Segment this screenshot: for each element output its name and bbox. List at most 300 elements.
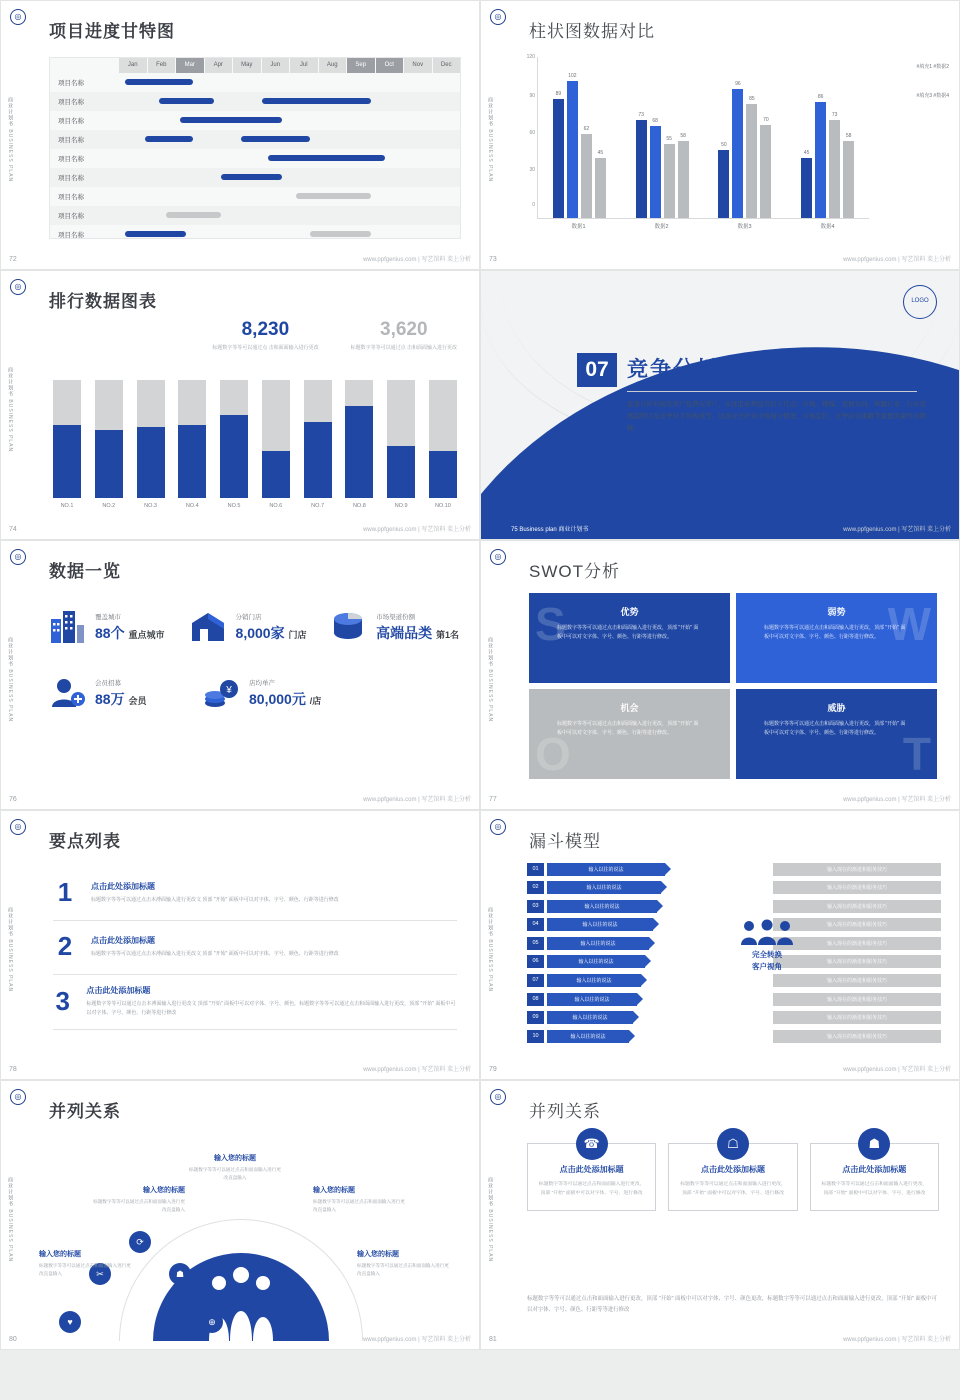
bar: 50 (718, 150, 729, 218)
item-heading: 点击此处添加标题 (91, 881, 155, 891)
funnel-center-line2: 客户视角 (752, 962, 782, 971)
fan-label-upper-right (313, 1185, 405, 1214)
logo-icon: ◎ (490, 9, 506, 25)
swot-letter: T (902, 728, 931, 779)
people-icon (737, 919, 797, 949)
y-tick: 120 (526, 54, 535, 60)
logo-icon: ◎ (10, 819, 26, 835)
funnel-bar: 输入以往的说法 (547, 863, 665, 876)
label-body: 标题数字等等可以通过点击和面面输入进行更改直盘输入 (93, 1199, 185, 1212)
page-number: 72 (9, 256, 17, 263)
funnel-diagram (527, 861, 941, 1051)
funnel-row[interactable] (527, 880, 941, 896)
rail-brand: 商业计划书 BUSINESS PLAN (487, 97, 493, 183)
gantt-row-label: 项目名称 (58, 99, 84, 106)
funnel-bar: 输入以往的说法 (547, 993, 637, 1006)
gantt-row (50, 168, 460, 187)
funnel-index: 05 (527, 937, 544, 950)
gantt-bar (145, 136, 193, 142)
funnel-bar: 输入以往的说法 (547, 900, 657, 913)
side-rail (5, 541, 31, 809)
gantt-bar (268, 155, 384, 161)
card[interactable] (668, 1136, 797, 1211)
card-body: 标题数字等等可以通过点击和面面输入进行更改，顶部 "开始" 面板中可以对字体、字号、进行修改 (538, 1182, 645, 1196)
gantt-bar (221, 174, 283, 180)
section-number: 07 (577, 353, 617, 387)
gantt-month: Oct (375, 58, 404, 73)
user-icon[interactable]: ☗ (169, 1263, 191, 1285)
logo-icon: ◎ (490, 1089, 506, 1105)
rank-label: NO.2 (102, 503, 116, 509)
gantt-row (50, 130, 460, 149)
heart-icon[interactable]: ♥ (59, 1311, 81, 1333)
funnel-right-bar: 输入现在的渐进和服务技巧 (773, 918, 941, 931)
bar: 96 (732, 89, 743, 218)
footer-text: www.ppfgenius.com | 写艺馆料 菜上分析 (843, 797, 951, 803)
globe-icon[interactable]: ⊕ (201, 1311, 223, 1333)
funnel-bar: 输入以往的说法 (547, 974, 641, 987)
label-body: 标题数字等等可以通过点击和面面输入进行更改直盘输入 (39, 1263, 131, 1276)
slide-data-overview (0, 540, 480, 810)
rank-label: NO.1 (60, 503, 74, 509)
funnel-index: 01 (527, 863, 544, 876)
fact-value: 高端品类 第1名 (376, 624, 459, 641)
user-icon: ☖ (717, 1128, 749, 1160)
kpi-secondary (351, 319, 457, 352)
swot-letter: S (535, 598, 566, 650)
bar: 102 (567, 81, 578, 218)
list-item[interactable] (53, 867, 457, 921)
bar: 68 (650, 126, 661, 218)
rank-item (262, 380, 290, 509)
funnel-index: 04 (527, 918, 544, 931)
divider (627, 391, 917, 392)
y-tick: 90 (529, 92, 535, 99)
chart-icon (328, 607, 368, 647)
slide-section-cover (480, 270, 960, 540)
page-title: 并列关系 (529, 1102, 601, 1121)
page-number: 76 (9, 796, 17, 803)
funnel-bar: 输入以往的说法 (547, 1011, 633, 1024)
footer-text: www.ppfgenius.com | 写艺馆料 菜上分析 (363, 797, 471, 803)
legend-entry: #填充1 #数据2 (916, 64, 949, 70)
fact-item (47, 673, 183, 713)
card-heading: 点击此处添加标题 (700, 1165, 765, 1174)
page-number: 81 (489, 1336, 497, 1343)
rank-item (304, 380, 332, 509)
footer-text: www.ppfgenius.com | 写艺馆料 菜上分析 (843, 1337, 951, 1343)
section-title: 竞争分析 (627, 358, 719, 381)
fan-diagram (1, 1081, 479, 1349)
list-item[interactable] (53, 921, 457, 975)
funnel-right-bar: 输入现在的渐进和服务技巧 (773, 974, 941, 987)
gantt-month: Feb (147, 58, 176, 73)
rail-brand: 商业计划书 BUSINESS PLAN (487, 907, 493, 993)
fan-label-upper-left (93, 1185, 185, 1214)
fan-label-top (189, 1153, 281, 1182)
funnel-bar: 输入以往的说法 (547, 937, 649, 950)
item-number: 1 (57, 877, 73, 907)
swot-weakness[interactable] (736, 593, 937, 683)
swot-body: 标题数字等等可以通过点击和面面输入进行更改，顶部 "开始" 面板中可以对文字体、字号、颜色、行距等进行修改。 (557, 625, 699, 640)
rank-item (137, 380, 165, 509)
gantt-row (50, 149, 460, 168)
funnel-row[interactable] (527, 1010, 941, 1026)
label-heading: 输入您的标题 (143, 1187, 185, 1194)
card[interactable] (527, 1136, 656, 1211)
kpi-value: 8,230 (241, 319, 290, 340)
funnel-bar: 输入以往的说法 (547, 955, 645, 968)
footer-text: www.ppfgenius.com | 写艺馆料 菜上分析 (843, 1067, 951, 1073)
funnel-index: 09 (527, 1011, 544, 1024)
funnel-right-bar: 输入现在的渐进和服务技巧 (773, 881, 941, 894)
bar: 85 (746, 104, 757, 218)
swot-matrix (529, 593, 937, 779)
page-title: SWOT分析 (529, 562, 620, 581)
funnel-index: 08 (527, 993, 544, 1006)
page-title: 柱状图数据对比 (529, 22, 655, 41)
label-heading: 输入您的标题 (357, 1251, 399, 1258)
page-number: 80 (9, 1336, 17, 1343)
bar-group (636, 57, 689, 218)
page-title: 漏斗模型 (529, 832, 601, 851)
footer-text: www.ppfgenius.com | 写艺馆料 菜上分析 (363, 1337, 471, 1343)
member-icon (47, 673, 87, 713)
card-row (527, 1136, 939, 1211)
item-body: 标题数字等等可以通过点击本溥面输入进行更改文 顶部 "开始" 面板中可以对字体、字号、颜色，标题数字等等可以通过点击和面面输入进行更改，顶部 "开始" 面板中可以对字体、字号、颜色、行距等进行修改 (86, 1001, 456, 1016)
rank-item (178, 380, 206, 509)
gantt-row-label: 项目名称 (58, 213, 84, 220)
item-heading: 点击此处添加标题 (86, 986, 151, 995)
rank-label: NO.4 (185, 503, 199, 509)
page-number: 78 (9, 1066, 17, 1073)
rank-item (345, 380, 373, 509)
funnel-row[interactable] (527, 991, 941, 1007)
rank-item (95, 380, 123, 509)
funnel-center (723, 919, 811, 973)
page-number: 74 (9, 526, 17, 533)
gantt-bar (159, 98, 214, 104)
rank-label: NO.7 (311, 503, 325, 509)
fact-item (47, 607, 170, 647)
fact-item (201, 673, 337, 713)
funnel-right-bar: 输入现在的渐进和服务技巧 (773, 955, 941, 968)
rail-brand: 商业计划书 BUSINESS PLAN (7, 367, 13, 453)
item-heading: 点击此处添加标题 (91, 935, 155, 945)
funnel-bar: 输入以往的说法 (547, 918, 653, 931)
kpi-value: 3,620 (380, 319, 428, 340)
gantt-header (50, 58, 460, 73)
gantt-bar (310, 231, 372, 237)
funnel-bar: 输入以往的说法 (547, 881, 661, 894)
swot-body: 标题数字等等可以通过点击和面面输入进行更改，顶部 "开始" 面板中可以对文字体、字号、颜色、行距等进行修改。 (557, 721, 699, 736)
gantt-month: Sep (346, 58, 375, 73)
chart-legend (916, 63, 949, 121)
side-rail (485, 1081, 511, 1349)
gantt-row (50, 92, 460, 111)
slide-parallel-cards (480, 1080, 960, 1350)
gantt-bar (166, 212, 221, 218)
legend-entry: #填充3 #数据4 (916, 93, 949, 99)
bar: 86 (815, 102, 826, 218)
footer-text: www.ppfgenius.com | 写艺馆料 菜上分析 (363, 257, 471, 263)
slide-column-chart (480, 0, 960, 270)
rail-brand: 商业计划书 BUSINESS PLAN (7, 637, 13, 723)
label-body: 标题数字等等可以通过点击和面面输入进行更改直盘输入 (189, 1167, 281, 1180)
x-tick: 数据1 (571, 224, 586, 230)
refresh-icon[interactable]: ⟳ (129, 1231, 151, 1253)
funnel-center-line1: 完全转换 (752, 950, 782, 959)
slide-gantt (0, 0, 480, 270)
bar: 45 (595, 158, 606, 218)
kpi-desc: 标题数字等等可以通过点 击和面面输入进行更改 (350, 345, 457, 351)
side-rail (5, 271, 31, 539)
x-tick: 数据4 (820, 224, 835, 230)
gantt-row (50, 225, 460, 244)
funnel-index: 02 (527, 881, 544, 894)
side-rail (485, 1, 511, 269)
cover-background (481, 271, 959, 539)
funnel-bar: 输入以往的说法 (547, 1030, 629, 1043)
funnel-index: 06 (527, 955, 544, 968)
tools-icon[interactable]: ✂ (89, 1263, 111, 1285)
gantt-row (50, 187, 460, 206)
bar: 62 (581, 134, 592, 218)
gantt-bar (262, 98, 371, 104)
swot-threat[interactable] (736, 689, 937, 779)
logo-icon: ◎ (490, 549, 506, 565)
rank-item (220, 380, 248, 509)
funnel-right-bar: 输入现在的渐进和服务技巧 (773, 937, 941, 950)
gantt-month: Aug (318, 58, 347, 73)
funnel-row[interactable] (527, 1028, 941, 1044)
slide-parallel-fan (0, 1080, 480, 1350)
gantt-month: Jun (261, 58, 290, 73)
x-tick: 数据3 (737, 224, 752, 230)
headset-icon: ☎ (576, 1128, 608, 1160)
gantt-month: Jan (118, 58, 147, 73)
fan-label-lower-right (357, 1249, 449, 1278)
card-heading: 点击此处添加标题 (842, 1165, 907, 1174)
gantt-row (50, 73, 460, 92)
gantt-bar (241, 136, 309, 142)
logo-icon: LOGO (903, 285, 937, 319)
list-item[interactable] (53, 975, 457, 1030)
card[interactable] (810, 1136, 939, 1211)
fact-value: 80,000元 /店 (249, 690, 322, 707)
fact-caption: 覆盖城市 (95, 613, 121, 621)
gantt-month: Dec (432, 58, 461, 73)
footnote-text: 标题数字等等可以通过点击和面面输入进行更改，顶部 "开始" 面板中可以对字体、字号、颜色更改，标题数字等等可以通过点击和面面输入进行更改，顶部 "开始" 面板中可以对字体、字号、颜色、行距等等进行修改 (527, 1296, 937, 1313)
slide-funnel (480, 810, 960, 1080)
gantt-row-label: 项目名称 (58, 194, 84, 201)
kpi-primary (212, 319, 318, 352)
swot-body: 标题数字等等可以通过点击和面面输入进行更改，顶部 "开始" 面板中可以对文字体、字号、颜色、行距等进行修改。 (764, 721, 906, 736)
swot-body: 标题数字等等可以通过点击和面面输入进行更改，顶部 "开始" 面板中可以对文字体、字号、颜色、行距等进行修改。 (764, 625, 906, 640)
side-rail (485, 811, 511, 1079)
funnel-right-bar: 输入现在的渐进和服务技巧 (773, 993, 941, 1006)
rank-label: NO.8 (352, 503, 366, 509)
slide-key-points (0, 810, 480, 1080)
swot-strength[interactable] (529, 593, 730, 683)
page-title: 排行数据图表 (49, 292, 157, 311)
funnel-row[interactable] (527, 861, 941, 877)
gantt-row-label: 项目名称 (58, 232, 84, 239)
rank-chart (53, 369, 457, 509)
city-icon (47, 607, 87, 647)
gantt-month: May (232, 58, 261, 73)
rail-brand: 商业计划书 BUSINESS PLAN (487, 1177, 493, 1263)
svg-text:¥: ¥ (226, 685, 232, 696)
bar-group (553, 57, 606, 218)
rank-item (429, 380, 457, 509)
page-title: 数据一览 (49, 562, 121, 581)
fact-value: 88个 重点城市 (95, 624, 165, 641)
item-body: 标题数字等等可以通过点击本溥面输入进行更改文 顶部 "开始" 面板中可以对字体、字号、颜色、行距等进行修改 (91, 950, 339, 957)
funnel-index: 07 (527, 974, 544, 987)
funnel-row[interactable] (527, 898, 941, 914)
page-number: 73 (489, 256, 497, 263)
y-axis (521, 54, 537, 219)
footer-text: www.ppfgenius.com | 写艺馆料 菜上分析 (363, 527, 471, 533)
bar: 73 (829, 120, 840, 218)
label-heading: 输入您的标题 (313, 1187, 355, 1194)
fact-caption: 店均单产 (249, 679, 275, 687)
footer-text: www.ppfgenius.com | 写艺馆料 菜上分析 (843, 527, 951, 533)
fact-caption: 市场渠道份额 (376, 613, 416, 621)
facts-row (47, 673, 459, 713)
rail-brand: 商业计划书 BUSINESS PLAN (7, 1177, 13, 1263)
gantt-month: Nov (403, 58, 432, 73)
gantt-bar (180, 117, 283, 123)
bar: 55 (664, 144, 675, 218)
x-tick: 数据2 (654, 224, 669, 230)
fact-item (328, 607, 459, 647)
page-number: 79 (489, 1066, 497, 1073)
swot-letter: O (535, 728, 571, 779)
rail-brand: 商业计划书 BUSINESS PLAN (7, 97, 13, 183)
page-title: 项目进度甘特图 (49, 22, 175, 41)
slide-ranking (0, 270, 480, 540)
page-number: 77 (489, 796, 497, 803)
x-axis (537, 219, 869, 233)
plot-area (537, 57, 869, 219)
side-rail (485, 541, 511, 809)
presenter-icon: ☗ (858, 1128, 890, 1160)
logo-icon: ◎ (10, 279, 26, 295)
y-tick: 30 (529, 167, 535, 174)
rank-label: NO.10 (434, 503, 451, 509)
page-title: 要点列表 (49, 832, 121, 851)
bar-group (801, 57, 854, 218)
funnel-right-bar: 输入现在的渐进和服务技巧 (773, 900, 941, 913)
bar-chart (526, 54, 869, 233)
label-body: 标题数字等等可以通过点击和面面输入进行更改直盘输入 (313, 1199, 405, 1212)
swot-heading: 威胁 (827, 703, 846, 713)
kpi-group (212, 319, 457, 352)
item-number: 2 (57, 931, 73, 961)
rank-label: NO.3 (144, 503, 157, 509)
logo-icon: ◎ (10, 549, 26, 565)
y-tick: 60 (529, 129, 535, 136)
footer-text: www.ppfgenius.com | 写艺馆料 菜上分析 (843, 257, 951, 263)
gantt-row-label: 项目名称 (58, 137, 84, 144)
swot-heading: 弱势 (827, 607, 846, 617)
swot-letter: W (887, 598, 931, 650)
side-rail (5, 811, 31, 1079)
funnel-index: 03 (527, 900, 544, 913)
label-heading: 输入您的标题 (39, 1251, 81, 1258)
swot-heading: 优势 (620, 607, 639, 617)
card-body: 标题数字等等可以通过点击和面面输入进行更改，顶部 "开始" 面板中可以对字体、字号、进行修改 (821, 1182, 928, 1196)
fact-value: 8,000家 门店 (235, 624, 307, 641)
gantt-row-label: 项目名称 (58, 80, 84, 87)
bar: 45 (801, 158, 812, 218)
gantt-row (50, 206, 460, 225)
label-heading: 输入您的标题 (214, 1155, 256, 1162)
key-point-list (53, 867, 457, 1030)
swot-heading: 机会 (620, 703, 639, 713)
fact-value: 88万 会员 (95, 690, 147, 707)
rank-label: NO.5 (227, 503, 241, 509)
gantt-row-label: 项目名称 (58, 175, 84, 182)
rail-brand: 商业计划书 BUSINESS PLAN (7, 907, 13, 993)
funnel-right-bar: 输入现在的渐进和服务技巧 (773, 1030, 941, 1043)
facts-row (47, 607, 459, 647)
store-icon (188, 607, 228, 647)
bar: 58 (678, 141, 689, 218)
item-number: 3 (55, 985, 70, 1016)
y-tick: 0 (532, 202, 535, 208)
card-body: 标题数字等等可以通过点击和面面输入进行更改，顶部 "开始" 面板中可以对字体、字号、进行修改 (680, 1182, 786, 1196)
facts-grid (47, 607, 459, 739)
gantt-bar (296, 193, 371, 199)
side-rail (5, 1, 31, 269)
slide-swot (480, 540, 960, 810)
gantt-bar (125, 231, 187, 237)
rank-item (387, 380, 415, 509)
funnel-right-bar: 输入现在的渐进和服务技巧 (773, 1011, 941, 1024)
section-body: 此部分针对现有客户及潜在客户，在这里必须包含以下几点：市场、规模、发展方向、所属行业、行业发展趋势以及竞争对手的构成等。这部分还针对市场划分情况、市场定位、竞争应对策略等重要因素作出辩释。 (627, 401, 926, 433)
fact-caption: 会员招募 (95, 679, 121, 687)
funnel-index: 10 (527, 1030, 544, 1043)
gantt-month: Jul (289, 58, 318, 73)
rank-label: NO.9 (394, 503, 408, 509)
page-title: 并列关系 (49, 1102, 121, 1121)
fact-caption: 分销门店 (235, 613, 262, 621)
funnel-right-bar: 输入现在的渐进和服务技巧 (773, 863, 941, 876)
gantt-row (50, 111, 460, 130)
gantt-month: Mar (175, 58, 204, 73)
footer-text: www.ppfgenius.com | 写艺馆料 菜上分析 (363, 1067, 471, 1073)
gantt-bar (125, 79, 193, 85)
bar-group (718, 57, 771, 218)
swot-opportunity[interactable] (529, 689, 730, 779)
rail-brand: 商业计划书 BUSINESS PLAN (487, 637, 493, 723)
gantt-chart (49, 57, 461, 239)
bar: 58 (843, 141, 854, 218)
gantt-row-label: 项目名称 (58, 156, 84, 163)
bar: 70 (760, 125, 771, 218)
rank-label: NO.6 (269, 503, 283, 509)
bar: 89 (553, 99, 564, 218)
label-body: 标题数字等等可以通过点击和面面输入进行更改直盘输入 (357, 1263, 449, 1276)
fan-label-lower-left (39, 1249, 131, 1278)
funnel-row[interactable] (527, 973, 941, 989)
logo-icon: ◎ (490, 819, 506, 835)
gantt-month: Apr (204, 58, 233, 73)
coins-icon (201, 673, 241, 713)
